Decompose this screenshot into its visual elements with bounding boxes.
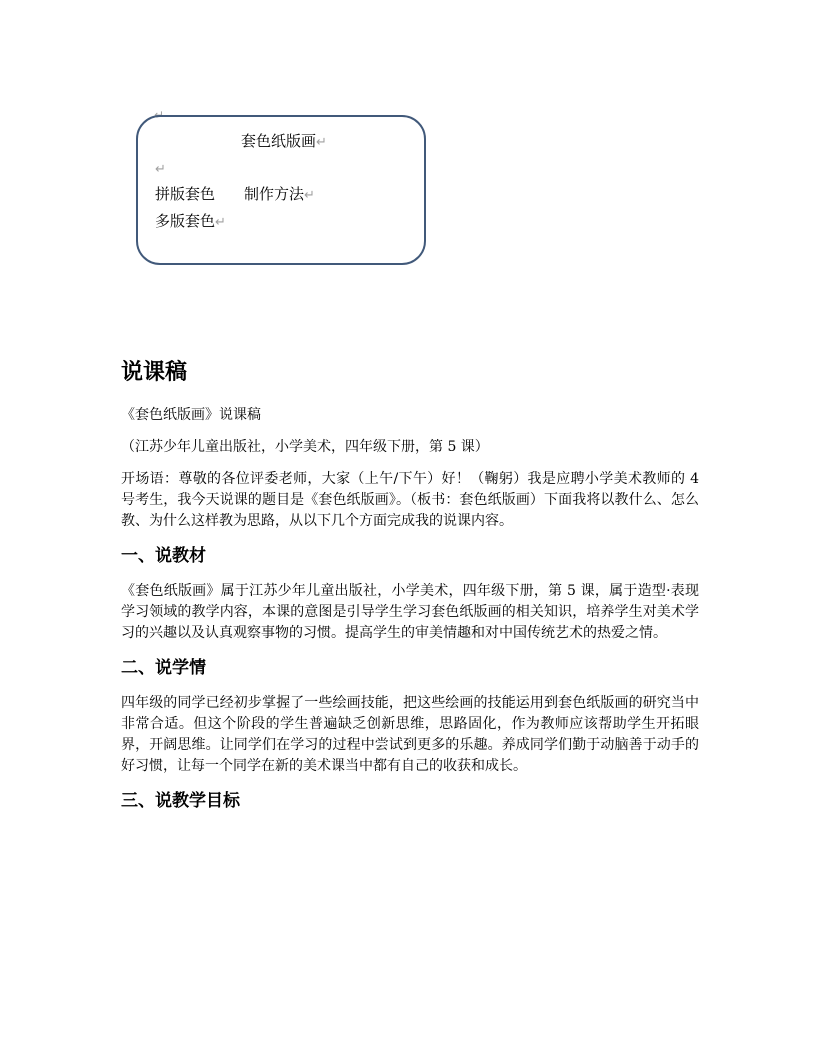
board-diagram [136, 115, 426, 265]
intro-paragraph: 开场语：尊敬的各位评委老师，大家（上午/下午）好！（鞠躬）我是应聘小学美术教师的 4 号考生，我今天说课的题目是《套色纸版画》。（板书：套色纸版画）下面我将以教什么、怎么教、为什么这样教为思路，从以下几个方面完成我的说课内容。 [121, 471, 699, 529]
diagram-row-1 [155, 184, 315, 206]
diagram-row-2 [155, 211, 226, 233]
diagram-title-line [241, 131, 327, 153]
document-heading: 说课稿 [121, 360, 188, 385]
document-subtitle: 《套色纸版画》说课稿 [121, 407, 261, 423]
diagram-empty-line [155, 158, 166, 180]
publisher-note: （江苏少年儿童出版社，小学美术，四年级下册，第 5 课） [121, 439, 489, 455]
paragraph-mark: ↵ [154, 108, 165, 122]
diagram-title: 套色纸版画 [241, 132, 317, 150]
paragraph-mark: ↵ [155, 162, 166, 177]
diagram-item-duoban: 多版套色 [155, 212, 216, 230]
document-body [121, 355, 699, 826]
section-body-textbook: 《套色纸版画》属于江苏少年儿童出版社，小学美术，四年级下册，第 5 课，属于造型·表现学习领域的教学内容，本课的意图是引导学生学习套色纸版画的相关知识，培养学生对美术学习的兴趣以及认真观察事物的习惯。提高学生的审美情趣和对中国传统艺术的热爱之情。 [121, 583, 699, 641]
paragraph-mark: ↵ [316, 135, 327, 150]
paragraph-mark: ↵ [215, 215, 226, 230]
diagram-item-method: 制作方法 [244, 185, 305, 203]
section-title-objectives: 三、说教学目标 [121, 791, 240, 811]
section-title-students: 二、说学情 [121, 658, 206, 678]
diagram-item-pinban: 拼版套色 [155, 185, 216, 203]
section-title-textbook: 一、说教材 [121, 546, 206, 566]
paragraph-mark: ↵ [304, 188, 315, 203]
section-body-students: 四年级的同学已经初步掌握了一些绘画技能，把这些绘画的技能运用到套色纸版画的研究当中非常合适。但这个阶段的学生普遍缺乏创新思维，思路固化，作为教师应该帮助学生开拓眼界，开阔思维。让同学们在学习的过程中尝试到更多的乐趣。养成同学们勤于动脑善于动手的好习惯，让每一个同学在新的美术课当中都有自己的收获和成长。 [121, 695, 699, 774]
